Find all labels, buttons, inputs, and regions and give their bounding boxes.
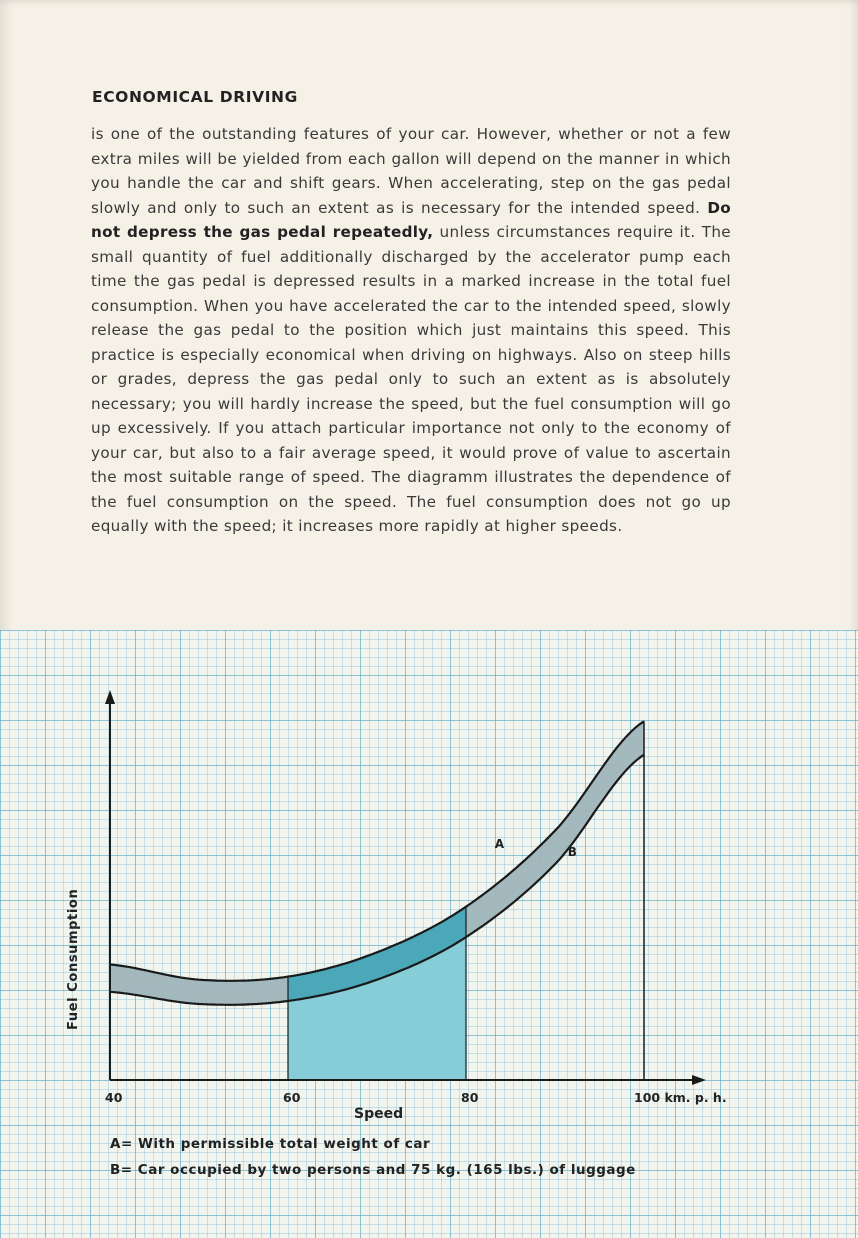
paragraph-bold-warning: Do not depress the gas pedal repeatedly, — [91, 198, 731, 241]
curve-label-a: A — [494, 837, 504, 852]
paragraph-text-end: unless circumstances require it. The small quantity of fuel additionally discharged by the accelerator pump each time the gas pedal is depressed results in a marked increase in the total fuel consumption. When you have accelerated the car to the intended speed, slowly release the gas pedal to the position which just maintains this speed. This practice is especially economical when driving on highways. Also on steep hills or grades, depress the gas pedal only to such an extent as is absolutely necessary; you will hardly increase the speed, but the fuel consumption will go up excessively. If you attach particular importance not only to the economy of your car, but also to a fair average speed, it would prove of value to ascertain the most suitable range of speed. The diagramm illustrates the dependence of the fuel consumption on the speed. The fuel consumption does not go up equally with the speed; it increases more rapidly at higher speeds. — [91, 223, 731, 535]
y-axis-arrow — [105, 690, 115, 704]
legend-entry-a: A= With permissible total weight of car — [110, 1136, 431, 1152]
y-axis-label: Fuel Consumption — [66, 888, 81, 1030]
x-tick-label: 80 — [461, 1090, 479, 1105]
x-axis-label: Speed — [354, 1106, 404, 1122]
paragraph-text-start: is one of the outstanding features of your car. However, whether or not a few extra miles will be yielded from each gallon will depend on the manner in which you handle the car and shift gears. When accelerating, step on the gas pedal slowly and only to such an extent as is necessary for the intended speed. — [91, 125, 731, 217]
section-heading: ECONOMICAL DRIVING — [92, 88, 298, 106]
legend-entry-b: B= Car occupied by two persons and 75 kg. (165 lbs.) of luggage — [110, 1162, 636, 1178]
x-tick-label: 100 km. p. h. — [634, 1090, 727, 1105]
x-tick-label: 40 — [105, 1090, 123, 1105]
curve-label-b: B — [567, 844, 577, 859]
x-tick-label: 60 — [283, 1090, 301, 1105]
x-axis-arrow — [692, 1075, 706, 1085]
